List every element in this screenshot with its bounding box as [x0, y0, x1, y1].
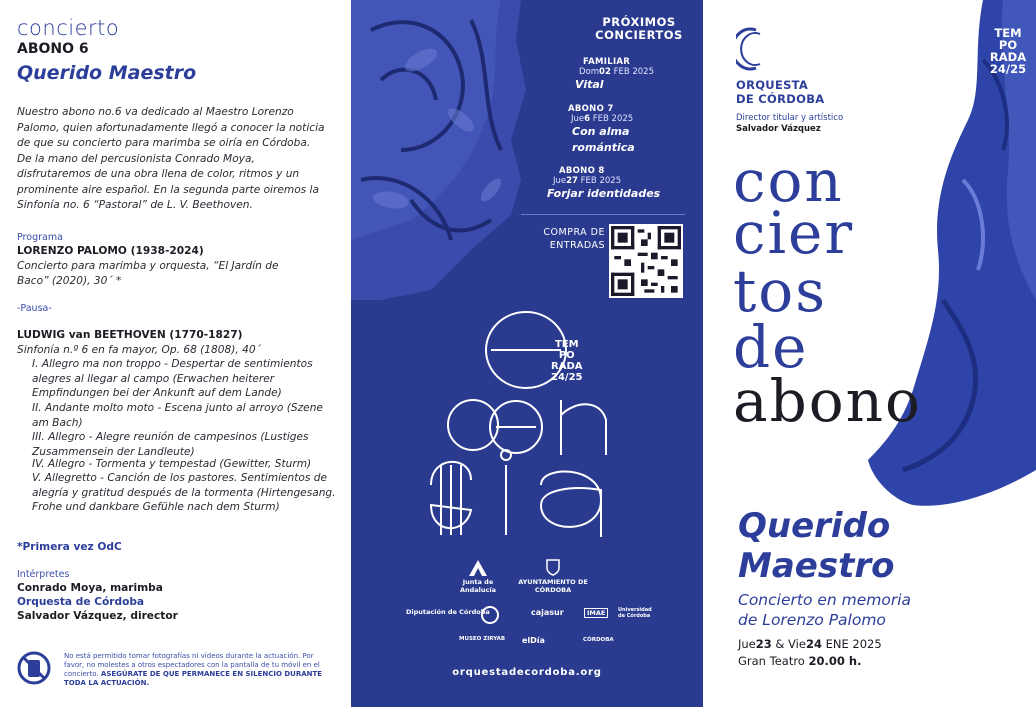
orquesta-logo-icon [736, 26, 762, 72]
junta-andalucia-logo [455, 560, 501, 594]
composer-palomo: LORENZO PALOMO (1938-2024) [17, 245, 204, 257]
event-title: Forjar identidades [547, 187, 661, 200]
events-divider [521, 214, 685, 215]
programa-label: Programa [17, 232, 63, 243]
event-day: Jue [553, 176, 567, 186]
event-date-rest: FEB 2025 [577, 176, 622, 186]
event-day: Jue [571, 114, 585, 124]
event-title: Vital [575, 78, 604, 91]
date-day: Jue [738, 637, 756, 651]
interprete-orquesta: Orquesta de Córdoba [17, 596, 145, 608]
right-subtitle [738, 590, 911, 630]
title-line1: Querido [738, 506, 891, 546]
title-line2: Maestro [738, 546, 895, 586]
subtitle-line1: Concierto en memoria [738, 591, 912, 609]
esencia-lettering [411, 305, 651, 555]
event-category: FAMILIAR [583, 57, 631, 67]
middle-panel [351, 0, 703, 707]
sponsor-name: cajasur [531, 608, 564, 617]
compra-label: COMPRA DE ENTRADAS [543, 227, 605, 251]
subtitle-line2: de Lorenzo Palomo [738, 611, 886, 629]
temporada-badge-middle [551, 339, 582, 383]
big-word-de: de [733, 313, 809, 381]
proximos-line1: PRÓXIMOS [602, 15, 676, 29]
concierto-label: concierto [17, 16, 120, 40]
movement-2: II. Andante molto moto - Escena junto al arroyo (Szene am Bach) [32, 402, 323, 429]
proximos-heading [587, 16, 691, 42]
temporada-line: TEM [994, 26, 1022, 40]
movement-1: I. Allegro ma non troppo - Despertar de sentimientos alegres al llegar al campo (Erwachen heiterer Empfindungen bei der Ankunft auf dem Lande) [32, 358, 313, 400]
big-word-tos: tos [733, 257, 827, 325]
orquesta-name [736, 78, 824, 106]
event-daynum: 02 [599, 67, 611, 77]
crest-icon [545, 558, 561, 576]
proximos-line2: CONCIERTOS [595, 28, 683, 42]
no-phone-icon [17, 651, 51, 685]
notice-text: No está permitido tomar fotografías ni vídeos durante la actuación. Por favor, no molestes a otros espectadores con la pantalla de tu móvil en el concierto. [64, 652, 320, 678]
junta-logo-icon [469, 560, 487, 576]
interprete-vazquez: Salvador Vázquez, director [17, 610, 178, 622]
fundaciones-logo [481, 606, 499, 624]
work-palomo-line2: Baco” (2020), 30´ * [17, 275, 122, 287]
ayuntamiento-logo [508, 558, 598, 594]
sculpture-image [833, 0, 1036, 520]
event-familiar [575, 57, 655, 93]
temporada-badge-right [983, 27, 1033, 75]
pausa-label: -Pausa- [17, 303, 52, 314]
interpretes-label: Intérpretes [17, 569, 70, 580]
temporada-line: 24/25 [551, 372, 583, 383]
work-palomo-line1: Concierto para marimba y orquesta, “El Jardín de [17, 260, 279, 272]
event-date-rest: FEB 2025 [610, 67, 655, 77]
temporada-line: 24/25 [989, 62, 1027, 76]
universidad-logo [618, 607, 656, 619]
silence-notice [64, 652, 334, 688]
big-word-cier: cier [733, 199, 855, 267]
event-category: ABONO 8 [559, 166, 605, 176]
event-daynum: 27 [566, 176, 578, 186]
temporada-line: TEM [554, 339, 579, 350]
sponsor-name: Universidad de Córdoba [618, 607, 652, 619]
composer-beethoven: LUDWIG van BEETHOVEN (1770-1827) [17, 329, 243, 341]
intro-paragraph: Nuestro abono no.6 va dedicado al Maestro Lorenzo Palomo, quien afortunadamente llegó a conocer la noticia de que su concierto para marimba se oiría en Córdoba. De la mano del percusionista Conrado Moya, disfrutaremos de una obra llena de color, ritmos y un prominente aire español. En la segunda parte oiremos la Sinfonía no. 6 “Pastoral” de L. V. Beethoven. [17, 106, 325, 211]
event-date-rest: FEB 2025 [590, 114, 634, 124]
temporada-line: RADA [551, 361, 583, 372]
temporada-line: RADA [989, 50, 1027, 64]
abono-label: ABONO 6 [17, 41, 89, 57]
date-sep: & Vie [771, 637, 806, 651]
event-abono7 [568, 104, 678, 156]
orquesta-line1: ORQUESTA [736, 78, 809, 92]
temporada-line: PO [558, 350, 575, 361]
primera-vez-note: *Primera vez OdC [17, 541, 122, 553]
website-link[interactable]: orquestadecordoba.org [452, 667, 602, 678]
sponsor-name: CÓRDOBA [583, 637, 614, 643]
concert-venue [738, 653, 882, 670]
event-date [553, 176, 660, 186]
work-beethoven: Sinfonía n.º 6 en fa mayor, Op. 68 (1808), 40´ [17, 344, 261, 356]
imae-logo [584, 608, 608, 618]
date-num: 23 [755, 637, 772, 651]
right-panel [703, 0, 1036, 707]
sponsor-name: MUSEO ZIRYAB [459, 636, 506, 642]
venue-name: Gran Teatro [738, 654, 809, 668]
orquesta-line2: DE CÓRDOBA [736, 92, 825, 106]
eldia-logo [522, 636, 545, 645]
right-title [738, 506, 894, 586]
big-word-con: con [733, 147, 844, 215]
event-date [571, 114, 678, 124]
date-rest: ENE 2025 [821, 637, 882, 651]
cordoba-logo [583, 637, 613, 643]
director-label: Director titular y artístico [736, 113, 844, 123]
interprete-moya: Conrado Moya, marimba [17, 582, 163, 594]
temporada-line: PO [998, 38, 1018, 52]
sponsor-name: elDía [522, 636, 545, 645]
event-day: Dom [579, 67, 600, 77]
sponsor-name: Junta de Andalucía [459, 578, 497, 594]
event-daynum: 6 [584, 114, 591, 124]
date-num: 24 [805, 637, 822, 651]
sponsor-name: IMAE [587, 609, 606, 617]
event-abono8 [547, 166, 661, 202]
concert-time: 20.00 h. [808, 654, 862, 668]
concert-date [738, 636, 882, 653]
cajasur-logo [531, 608, 564, 617]
diputacion-logo [406, 608, 490, 616]
concert-datetime [738, 636, 882, 670]
left-panel [0, 0, 351, 707]
movement-4: IV. Allegro - Tormenta y tempestad (Gewitter, Sturm) [32, 458, 312, 470]
museo-ziryab-logo [459, 636, 505, 642]
sponsor-name: Diputación de Córdoba [406, 608, 490, 616]
concert-title: Querido Maestro [17, 62, 197, 84]
sponsor-name: AYUNTAMIENTO DE CÓRDOBA [518, 578, 588, 594]
big-word-abono: abono [733, 367, 922, 435]
movement-5: V. Allegretto - Canción de los pastores. Sentimientos de alegría y gratitud después de la tormenta (Hirtengesang. Frohe und dankbare Gefühle nach dem Sturm) [32, 472, 336, 514]
movement-3: III. Allegro - Alegre reunión de campesinos (Lustiges Zusammensein der Landleute) [32, 431, 309, 458]
qr-code[interactable] [609, 224, 683, 298]
director-name: Salvador Vázquez [736, 124, 821, 134]
event-date [579, 67, 654, 77]
event-category: ABONO 7 [568, 104, 614, 114]
event-title: Con alma romántica [572, 125, 635, 154]
notice-bold: ASEGÚRATE DE QUE PERMANECE EN SILENCIO DURANTE TODA LA ACTUACIÓN. [64, 670, 323, 687]
